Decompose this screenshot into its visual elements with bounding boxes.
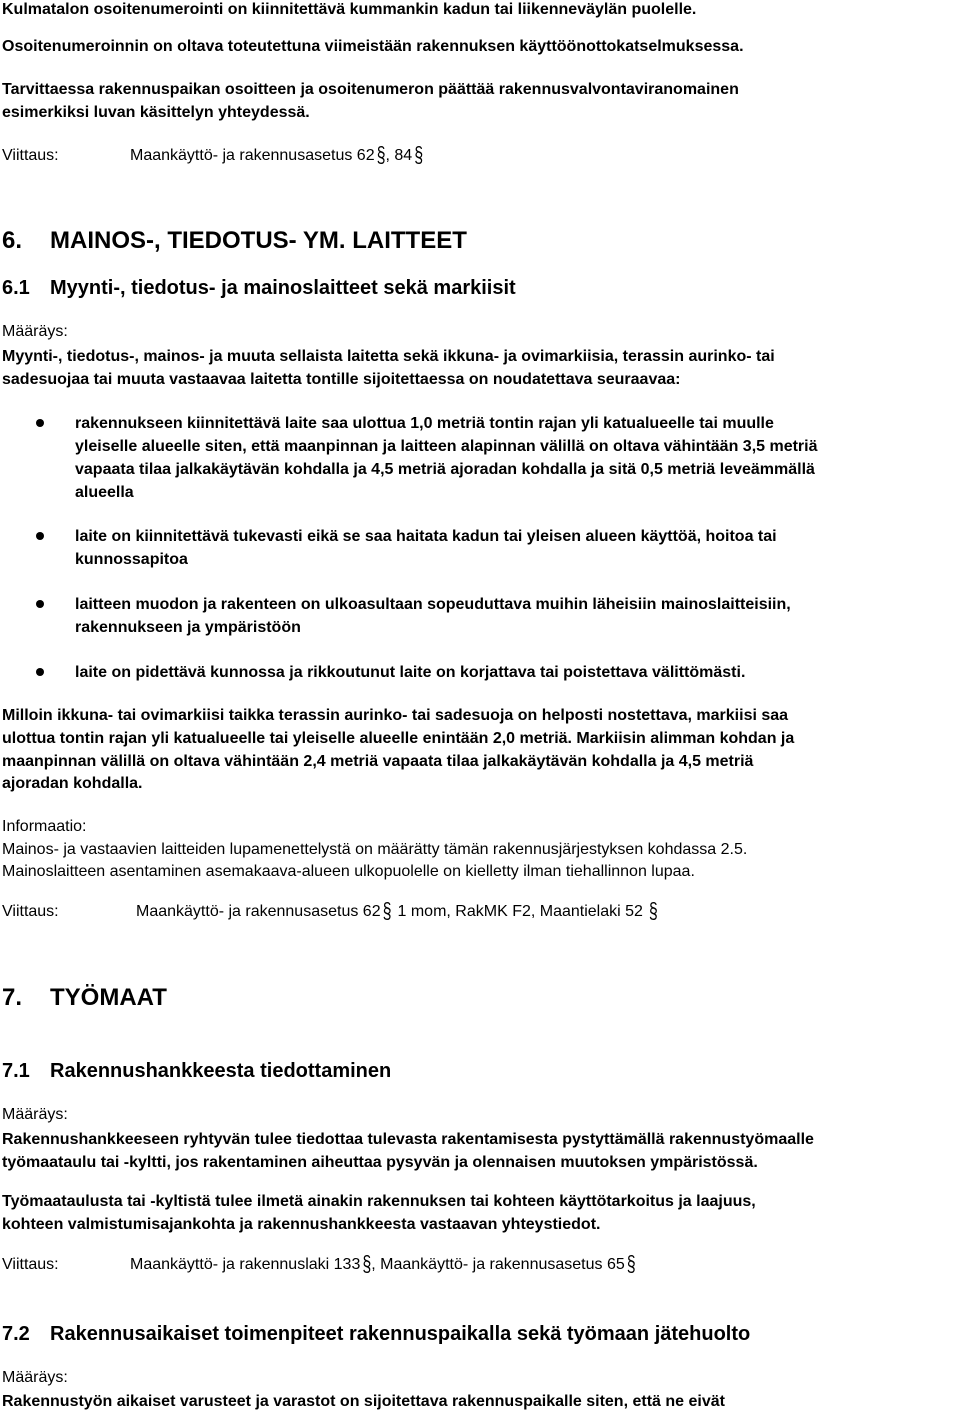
bullet-dot — [36, 600, 44, 608]
section-7-heading — [2, 984, 167, 1012]
section-title: MAINOS-, TIEDOTUS- YM. LAITTEET — [50, 227, 467, 254]
reference-label: Viittaus: — [2, 1256, 59, 1273]
intro-paragraph-3-line-1: Tarvittaessa rakennuspaikan osoitteen ja osoitenumeron päättää rakennusvalvontaviranomainen — [2, 81, 739, 98]
subsection-title: Rakennusaikaiset toimenpiteet rakennuspaikalla sekä työmaan jätehuolto — [50, 1323, 751, 1345]
markiisi-paragraph-line-4: ajoradan kohdalla. — [2, 775, 143, 792]
s7-2-line-1: Rakennustyön aikaiset varusteet ja varastot on sijoitettava rakennuspaikalle siten, että ne eivät — [2, 1393, 725, 1410]
section-sign: § — [626, 1252, 636, 1277]
markiisi-paragraph-line-2: ulottua tontin rajan yli katualueelle tai yleiselle alueelle enintään 2,0 metriä. Markiisin alimman kohdan ja — [2, 730, 795, 747]
s7-1-paragraph-2-line-2: kohteen valmistumisajankohta ja rakennushankkeesta vastaavan yhteystiedot. — [2, 1216, 601, 1233]
maarays-label: Määräys: — [2, 1106, 68, 1123]
section-sign: § — [382, 899, 392, 924]
bullet-4-line-1: laite on pidettävä kunnossa ja rikkoutunut laite on korjattava tai poistettava välittömästi. — [75, 664, 746, 681]
bullet-2-line-1: laite on kiinnitettävä tukevasti eikä se saa haitata kadun tai yleisen alueen käyttöä, hoitoa tai — [75, 528, 777, 545]
markiisi-paragraph-line-1: Milloin ikkuna- tai ovimarkiisi taikka terassin aurinko- tai sadesuoja on helposti nostettava, markiisi saa — [2, 707, 789, 724]
subsection-6-1-heading — [2, 276, 516, 300]
intro-paragraph-2: Osoitenumeroinnin on oltava toteutettuna viimeistään rakennuksen käyttöönottokatselmuksessa. — [2, 38, 744, 55]
reference-text: Maankäyttö- ja rakennusasetus 62 — [136, 903, 381, 920]
bullet-1-line-1: rakennukseen kiinnitettävä laite saa ulottua 1,0 metriä tontin rajan yli katualueelle tai muulle — [75, 415, 774, 432]
informaatio-line-2: Mainoslaitteen asentaminen asemakaava-alueen ulkopuolelle on kielletty ilman tiehallinnon lupaa. — [2, 863, 695, 880]
section-sign: § — [414, 143, 424, 168]
informaatio-line-1: Mainos- ja vastaavien laitteiden lupamenettelystä on määrätty tämän rakennusjärjestyksen kohdassa 2.5. — [2, 841, 748, 858]
section-title: TYÖMAAT — [50, 984, 167, 1011]
lead-line-2: sadesuojaa tai muuta vastaavaa laitetta tontille sijoitettaessa on noudatettava seuraavaa: — [2, 371, 681, 388]
s7-1-paragraph-2-line-1: Työmaataulusta tai -kyltistä tulee ilmetä ainakin rakennuksen tai kohteen käyttötarkoitus ja laajuus, — [2, 1193, 756, 1210]
subsection-number: 6.1 — [2, 277, 30, 299]
section-number: 6. — [2, 227, 23, 254]
section-sign: § — [362, 1252, 372, 1277]
intro-reference — [2, 144, 423, 167]
bullet-1-line-2: yleiselle alueelle siten, että maanpinnan ja laitteen alapinnan välillä on oltava vähintään 3,5 metriä — [75, 438, 818, 455]
bullet-1-line-3: vapaata tilaa jalkakäytävän kohdalla ja 4,5 metriä ajoradan kohdalla ja sitä 0,5 metriä leveämmällä — [75, 461, 815, 478]
reference-label: Viittaus: — [2, 903, 59, 920]
bullet-dot — [36, 419, 44, 427]
maarays-label: Määräys: — [2, 323, 68, 340]
reference-label: Viittaus: — [2, 147, 59, 164]
s7-1-paragraph-1-line-1: Rakennushankkeeseen ryhtyvän tulee tiedottaa tulevasta rakentamisesta pystyttämällä rakennustyömaalle — [2, 1131, 814, 1148]
bullet-3-line-1: laitteen muodon ja rakenteen on ulkoasultaan sopeuduttava muihin läheisiin mainoslaitteisiin, — [75, 596, 791, 613]
maarays-label: Määräys: — [2, 1369, 68, 1386]
section-6-heading — [2, 227, 467, 255]
bullet-1-line-4: alueella — [75, 484, 134, 501]
section-sign: § — [648, 899, 658, 924]
reference-text: Maankäyttö- ja rakennusasetus 62 — [130, 147, 375, 164]
reference-text: , Maankäyttö- ja rakennusasetus 65 — [371, 1256, 625, 1273]
section-number: 7. — [2, 984, 23, 1011]
reference-text: , 84 — [385, 147, 413, 164]
bullet-dot — [36, 532, 44, 540]
section-6-reference — [2, 900, 658, 923]
section-7-reference — [2, 1253, 636, 1276]
subsection-7-1-heading — [2, 1059, 391, 1083]
subsection-7-2-heading — [2, 1322, 750, 1346]
informaatio-label: Informaatio: — [2, 818, 87, 835]
s7-1-paragraph-1-line-2: työmaataulu tai -kyltti, jos rakentaminen aiheuttaa pysyvän ja olennaisen muutoksen ympäristössä. — [2, 1154, 758, 1171]
subsection-title: Myynti-, tiedotus- ja mainoslaitteet sekä markiisit — [50, 277, 516, 299]
subsection-number: 7.1 — [2, 1060, 30, 1082]
markiisi-paragraph-line-3: maanpinnan välillä on oltava vähintään 2,4 metriä vapaata tilaa jalkakäytävän kohdalla ja 4,5 metriä — [2, 753, 754, 770]
bullet-2-line-2: kunnossapitoa — [75, 551, 188, 568]
subsection-title: Rakennushankkeesta tiedottaminen — [50, 1060, 392, 1082]
intro-paragraph-3-line-2: esimerkiksi luvan käsittelyn yhteydessä. — [2, 104, 310, 121]
reference-text: 1 mom, RakMK F2, Maantielaki 52 — [397, 903, 643, 920]
subsection-number: 7.2 — [2, 1323, 30, 1345]
reference-text: Maankäyttö- ja rakennuslaki 133 — [130, 1256, 361, 1273]
bullet-dot — [36, 668, 44, 676]
lead-line-1: Myynti-, tiedotus-, mainos- ja muuta sellaista laitetta sekä ikkuna- ja ovimarkiisia, terassin aurinko- tai — [2, 348, 775, 365]
intro-paragraph-1: Kulmatalon osoitenumerointi on kiinnitettävä kummankin kadun tai liikenneväylän puolelle. — [2, 1, 697, 18]
section-sign: § — [376, 143, 386, 168]
bullet-3-line-2: rakennukseen ja ympäristöön — [75, 619, 301, 636]
